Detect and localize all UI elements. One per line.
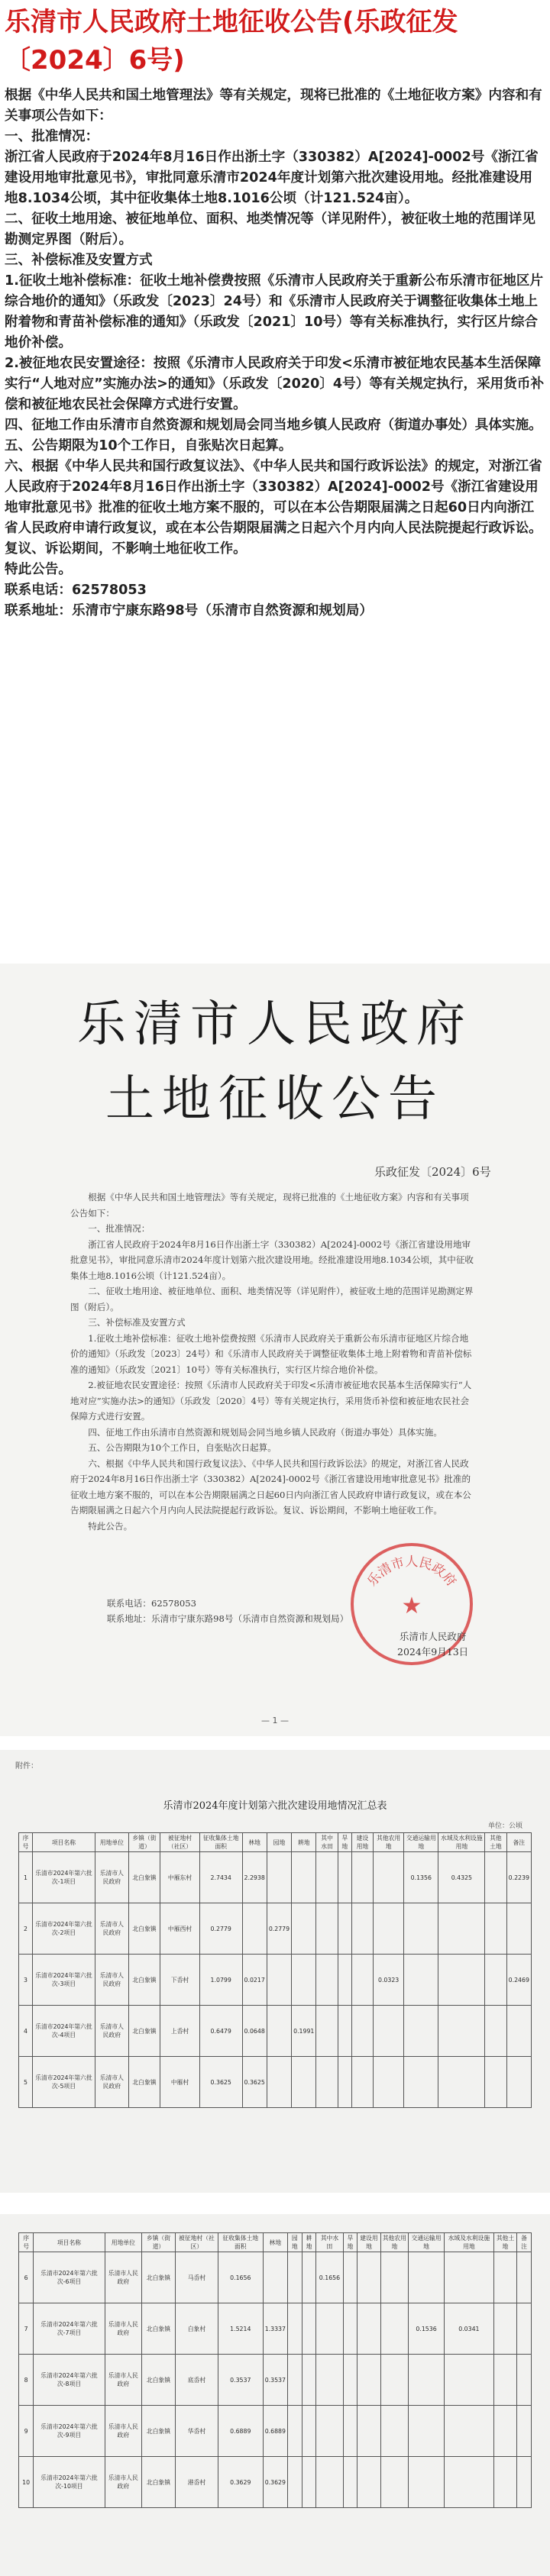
table-cell: 0.2239 bbox=[506, 1852, 531, 1903]
table-cell bbox=[493, 2252, 516, 2303]
table-row bbox=[19, 2355, 532, 2406]
table-header-cell: 乡镇（街道） bbox=[141, 2233, 175, 2252]
table-header-cell: 其中水田 bbox=[316, 2233, 343, 2252]
table-header-cell: 序号 bbox=[19, 2233, 34, 2252]
table-cell: 乐清市2024年第六批次-6项目 bbox=[34, 2252, 105, 2303]
land-table-part-2 bbox=[18, 2232, 532, 2508]
table-row bbox=[19, 2303, 532, 2355]
table-cell: 0.6889 bbox=[263, 2406, 287, 2457]
table-row bbox=[19, 2057, 532, 2108]
table-cell: 0.1656 bbox=[316, 2252, 343, 2303]
table-cell: 0.1991 bbox=[292, 2006, 316, 2057]
table-cell: 0.3629 bbox=[263, 2457, 287, 2508]
table-cell bbox=[351, 1852, 373, 1903]
table-cell bbox=[267, 2057, 291, 2108]
table-header-cell: 园地 bbox=[267, 1833, 291, 1852]
table-header-cell: 其他土地 bbox=[485, 1833, 506, 1852]
table-cell bbox=[351, 2006, 373, 2057]
table-cell bbox=[358, 2252, 380, 2303]
table-header-cell: 水域及水利设施用地 bbox=[445, 2233, 494, 2252]
table-cell: 0.3629 bbox=[218, 2457, 263, 2508]
table-header-cell: 征收集体土地面积 bbox=[199, 1833, 242, 1852]
table-cell: 2.7434 bbox=[199, 1852, 242, 1903]
table-header-cell: 其他农用地 bbox=[374, 1833, 404, 1852]
table-cell: 0.2779 bbox=[267, 1903, 291, 1955]
table-cell: 北白象镇 bbox=[128, 2057, 160, 2108]
table-cell bbox=[517, 2406, 532, 2457]
table-cell bbox=[263, 2252, 287, 2303]
table-cell bbox=[287, 2252, 302, 2303]
table-cell bbox=[485, 1955, 506, 2006]
table-header-cell: 备注 bbox=[517, 2233, 532, 2252]
scan-signature bbox=[397, 1629, 468, 1660]
scanned-notice-image bbox=[0, 964, 550, 1736]
table-cell bbox=[343, 2457, 358, 2508]
table-cell bbox=[445, 2457, 494, 2508]
table-cell bbox=[351, 2057, 373, 2108]
table-cell bbox=[316, 2457, 343, 2508]
table-cell: 乐清市人民政府 bbox=[95, 2057, 128, 2108]
table-cell: 1.5214 bbox=[218, 2303, 263, 2355]
table-cell: 乐清市2024年第六批次-7项目 bbox=[34, 2303, 105, 2355]
table-cell: 华岙村 bbox=[175, 2406, 218, 2457]
scan-closing: 特此公告。 bbox=[88, 1520, 133, 1532]
table-cell: 1.0799 bbox=[199, 1955, 242, 2006]
table-row bbox=[19, 1852, 532, 1903]
table-header-cell: 林地 bbox=[242, 1833, 267, 1852]
contact-address: 联系地址：乐清市宁康东路98号（乐清市自然资源和规划局） bbox=[5, 603, 373, 618]
scan-s2: 二、征收土地用途、被征地单位、面积、地类情况等（详见附件），被征收土地的范围详见勘测定界图（附后）。 bbox=[70, 1286, 474, 1312]
scan-s3-heading: 三、补偿标准及安置方式 bbox=[88, 1317, 186, 1328]
table-cell: 港岙村 bbox=[175, 2457, 218, 2508]
scan-s6: 六、根据《中华人民共和国行政复议法》、《中华人民共和国行政诉讼法》的规定，对浙江省人民政府于2024年8月16日作出浙土字（330382）A[2024]-0002号《浙江省建设用地审批意见书》批准的征收土地方案不服的，可以在本公告期限届满之日起60日内向浙江省人民政府申请行政复议，或在本公告期限届满之日起六个月内向人民法院提起行政诉讼。复议、诉讼期间，不影响土地征收工作。 bbox=[70, 1457, 471, 1516]
table-cell: 北白象镇 bbox=[141, 2457, 175, 2508]
table-header-cell: 水域及水利设施用地 bbox=[438, 1833, 485, 1852]
table-cell bbox=[380, 2355, 408, 2406]
table-cell bbox=[316, 2355, 343, 2406]
table-cell: 中雁东村 bbox=[160, 1852, 200, 1903]
table-cell bbox=[316, 1852, 338, 1903]
table-row bbox=[19, 1903, 532, 1955]
table-cell bbox=[242, 1903, 267, 1955]
svg-text:乐清市人民政府 bbox=[364, 1554, 458, 1590]
table-cell bbox=[485, 2006, 506, 2057]
table-cell bbox=[409, 2355, 445, 2406]
scan-s1: 浙江省人民政府于2024年8月16日作出浙土字（330382）A[2024]-0002号《浙江省建设用地审批意见书》，审批同意乐清市2024年度计划第六批次建设用地。经批准建设用地8.1034公顷，其中征收集体土地8.1016公顷（计121.524亩）。 bbox=[70, 1238, 474, 1281]
table-cell bbox=[302, 2252, 316, 2303]
table-cell bbox=[358, 2457, 380, 2508]
table-cell bbox=[374, 2006, 404, 2057]
table-cell bbox=[404, 2006, 438, 2057]
table-cell: 9 bbox=[19, 2406, 34, 2457]
scan-gov-heading: 乐清市人民政府 bbox=[77, 996, 473, 1053]
table-header-cell: 其他土地 bbox=[493, 2233, 516, 2252]
table-header-cell: 被征地村（社区） bbox=[175, 2233, 218, 2252]
table-cell: 10 bbox=[19, 2457, 34, 2508]
table-header-cell: 旱地 bbox=[343, 2233, 358, 2252]
contact-phone: 联系电话：62578053 bbox=[5, 583, 147, 598]
table-cell: 0.4325 bbox=[438, 1852, 485, 1903]
table-cell bbox=[493, 2457, 516, 2508]
table-header-cell: 其中水田 bbox=[316, 1833, 338, 1852]
table-cell: 0.3537 bbox=[263, 2355, 287, 2406]
table-cell bbox=[404, 1903, 438, 1955]
table-cell bbox=[287, 2457, 302, 2508]
table-cell bbox=[316, 1955, 338, 2006]
table-cell: 8 bbox=[19, 2355, 34, 2406]
table-cell: 北白象镇 bbox=[141, 2355, 175, 2406]
table-cell: 乐清市人民政府 bbox=[105, 2457, 141, 2508]
table-cell bbox=[287, 2355, 302, 2406]
table-cell: 上岙村 bbox=[160, 2006, 200, 2057]
table-cell bbox=[316, 2057, 338, 2108]
table-cell: 2 bbox=[19, 1903, 33, 1955]
closing-text: 特此公告。 bbox=[5, 562, 72, 577]
seal-text: 乐清市人民政府 bbox=[364, 1554, 459, 1590]
table-cell bbox=[292, 2057, 316, 2108]
table-header-cell: 被征地村（社区） bbox=[160, 1833, 200, 1852]
table-cell bbox=[517, 2355, 532, 2406]
section-1-body: 浙江省人民政府于2024年8月16日作出浙土字（330382）A[2024]-0002号《浙江省建设用地审批意见书》，审批同意乐清市2024年度计划第六批次建设用地。经批准建设用地8.1034公顷，其中征收集体土地8.1016公顷（计121.524亩）。 bbox=[5, 150, 539, 206]
scan-doc-number: 乐政征发〔2024〕6号 bbox=[374, 1165, 491, 1179]
table-header-cell: 用地单位 bbox=[95, 1833, 128, 1852]
attachment-title: 乐清市2024年度计划第六批次建设用地情况汇总表 bbox=[163, 1800, 387, 1812]
scan-lead: 根据《中华人民共和国土地管理法》等有关规定，现将已批准的《土地征收方案》内容和有关事项公告如下： bbox=[70, 1192, 469, 1219]
table-cell bbox=[493, 2303, 516, 2355]
table-cell bbox=[517, 2252, 532, 2303]
table-cell: 乐清市人民政府 bbox=[95, 1903, 128, 1955]
scan-s5: 五、公告期限为10个工作日，自张贴次日起算。 bbox=[88, 1442, 277, 1453]
table-header-cell: 乡镇（街道） bbox=[128, 1833, 160, 1852]
table-cell bbox=[343, 2252, 358, 2303]
table-cell bbox=[338, 2006, 351, 2057]
table-cell bbox=[267, 1852, 291, 1903]
table-cell bbox=[302, 2355, 316, 2406]
table-cell: 6 bbox=[19, 2252, 34, 2303]
table-cell: 0.0217 bbox=[242, 1955, 267, 2006]
table-cell: 0.6889 bbox=[218, 2406, 263, 2457]
table-cell bbox=[409, 2457, 445, 2508]
table-cell: 乐清市2024年第六批次-5项目 bbox=[32, 2057, 95, 2108]
scan-contact bbox=[107, 1596, 348, 1626]
table-cell: 乐清市人民政府 bbox=[95, 1955, 128, 2006]
table-cell bbox=[404, 1955, 438, 2006]
table-cell: 0.6479 bbox=[199, 2006, 242, 2057]
table-cell bbox=[358, 2406, 380, 2457]
table-cell: 乐清市2024年第六批次-9项目 bbox=[34, 2406, 105, 2457]
table-cell: 0.3625 bbox=[242, 2057, 267, 2108]
table-cell: 乐清市2024年第六批次-3项目 bbox=[32, 1955, 95, 2006]
notice-article bbox=[5, 86, 545, 621]
table-cell bbox=[438, 1955, 485, 2006]
table-cell bbox=[485, 1903, 506, 1955]
table-row bbox=[19, 2457, 532, 2508]
table-cell bbox=[438, 2057, 485, 2108]
table-cell: 0.2469 bbox=[506, 1955, 531, 2006]
section-1-heading: 一、批准情况： bbox=[5, 129, 99, 144]
intro-paragraph: 根据《中华人民共和国土地管理法》等有关规定，现将已批准的《土地征收方案》内容和有关事项公告如下： bbox=[5, 88, 542, 124]
table-cell bbox=[409, 2252, 445, 2303]
table-cell: 0.1536 bbox=[409, 2303, 445, 2355]
table-cell: 4 bbox=[19, 2006, 33, 2057]
table-cell: 0.3537 bbox=[218, 2355, 263, 2406]
table-header-cell: 旱地 bbox=[338, 1833, 351, 1852]
table-cell: 乐清市2024年第六批次-1项目 bbox=[32, 1852, 95, 1903]
table-header-cell: 耕地 bbox=[292, 1833, 316, 1852]
table-cell: 乐清市人民政府 bbox=[105, 2406, 141, 2457]
table-cell bbox=[485, 2057, 506, 2108]
section-2: 二、征收土地用途、被征地单位、面积、地类情况等（详见附件），被征收土地的范围详见勘测定界图（附后）。 bbox=[5, 211, 535, 247]
table-cell: 0.2779 bbox=[199, 1903, 242, 1955]
table-cell bbox=[358, 2355, 380, 2406]
table-cell: 中雁西村 bbox=[160, 1903, 200, 1955]
table-cell bbox=[380, 2303, 408, 2355]
table-cell bbox=[438, 1903, 485, 1955]
section-5: 五、公告期限为10个工作日，自张贴次日起算。 bbox=[5, 438, 293, 454]
scan-s1-heading: 一、批准情况： bbox=[88, 1223, 150, 1234]
table-cell bbox=[445, 2252, 494, 2303]
table-cell bbox=[409, 2406, 445, 2457]
table-cell bbox=[338, 1955, 351, 2006]
table-header-cell: 建设用地 bbox=[358, 2233, 380, 2252]
table-cell: 0.1356 bbox=[404, 1852, 438, 1903]
table-cell bbox=[445, 2406, 494, 2457]
scan-s4: 四、征地工作由乐清市自然资源和规划局会同当地乡镇人民政府（街道办事处）具体实施。 bbox=[88, 1426, 442, 1438]
table-header-cell: 项目名称 bbox=[32, 1833, 95, 1852]
table-cell bbox=[438, 2006, 485, 2057]
table-cell bbox=[287, 2303, 302, 2355]
table-cell: 0.0648 bbox=[242, 2006, 267, 2057]
table-cell bbox=[338, 1903, 351, 1955]
table-cell bbox=[316, 2006, 338, 2057]
table-cell bbox=[343, 2406, 358, 2457]
scan-notice-heading: 土地征收公告 bbox=[105, 1071, 445, 1128]
table-cell bbox=[338, 2057, 351, 2108]
section-3-compensation: 1.征收土地补偿标准：征收土地补偿费按照《乐清市人民政府关于重新公布乐清市征地区片综合地价的通知》（乐政发〔2023〕24号）和《乐清市人民政府关于调整征收集体土地上附着物和青苗补偿标准的通知》（乐政发〔2021〕10号）等有关标准执行，实行区片综合地价补偿。 bbox=[5, 273, 544, 350]
table-row bbox=[19, 2252, 532, 2303]
table-cell: 5 bbox=[19, 2057, 33, 2108]
table-cell bbox=[351, 1903, 373, 1955]
table-cell bbox=[292, 1852, 316, 1903]
table-cell bbox=[506, 2006, 531, 2057]
attachment-page-1 bbox=[0, 1750, 550, 2193]
table-cell: 乐清市2024年第六批次-4项目 bbox=[32, 2006, 95, 2057]
table-cell bbox=[374, 1903, 404, 1955]
table-cell bbox=[343, 2303, 358, 2355]
scan-phone: 联系电话：62578053 bbox=[107, 1598, 196, 1609]
table-cell bbox=[302, 2406, 316, 2457]
table-cell bbox=[517, 2457, 532, 2508]
table-cell: 乐清市人民政府 bbox=[105, 2252, 141, 2303]
table-cell: 7 bbox=[19, 2303, 34, 2355]
scan-body bbox=[70, 1190, 475, 1534]
table-cell bbox=[506, 1903, 531, 1955]
table-cell bbox=[517, 2303, 532, 2355]
table-row bbox=[19, 1955, 532, 2006]
section-3-resettlement: 2.被征地农民安置途径：按照《乐清市人民政府关于印发<乐清市被征地农民基本生活保障实行“人地对应”实施办法>的通知》（乐政发〔2020〕4号）等有关规定执行，采用货币补偿和被征地农民社会保障方式进行安置。 bbox=[5, 356, 545, 412]
table-cell: 0.1656 bbox=[218, 2252, 263, 2303]
table-header-cell: 用地单位 bbox=[105, 2233, 141, 2252]
table-header-cell: 交通运输用地 bbox=[409, 2233, 445, 2252]
table-cell bbox=[267, 2006, 291, 2057]
table-cell: 1.3337 bbox=[263, 2303, 287, 2355]
table-cell bbox=[267, 1955, 291, 2006]
table-cell bbox=[445, 2355, 494, 2406]
table-cell bbox=[485, 1852, 506, 1903]
table-cell: 3 bbox=[19, 1955, 33, 2006]
table-cell bbox=[316, 1903, 338, 1955]
table-cell: 乐清市人民政府 bbox=[105, 2303, 141, 2355]
attachment-label: 附件： bbox=[15, 1762, 38, 1771]
table-cell bbox=[380, 2457, 408, 2508]
table-cell bbox=[292, 1903, 316, 1955]
table-cell: 乐清市人民政府 bbox=[105, 2355, 141, 2406]
table-cell: 下岙村 bbox=[160, 1955, 200, 2006]
table-cell bbox=[404, 2057, 438, 2108]
table-cell: 北白象镇 bbox=[128, 1852, 160, 1903]
scan-s3b: 2.被征地农民安置途径：按照《乐清市人民政府关于印发<乐清市被征地农民基本生活保障实行“人地对应”实施办法>的通知》（乐政发〔2020〕4号）等有关规定执行，采用货币补偿和被征地农民社会保障方式进行安置。 bbox=[70, 1380, 472, 1422]
table-header-cell: 交通运输用地 bbox=[404, 1833, 438, 1852]
table-cell: 0.3625 bbox=[199, 2057, 242, 2108]
notice-title: 乐清市人民政府土地征收公告(乐政征发〔2024〕6号) bbox=[5, 7, 458, 76]
table-cell bbox=[316, 2303, 343, 2355]
table-cell: 北白象镇 bbox=[128, 1955, 160, 2006]
table-header-cell: 征收集体土地面积 bbox=[218, 2233, 263, 2252]
table-cell bbox=[302, 2303, 316, 2355]
table-cell bbox=[374, 2057, 404, 2108]
table-header-cell: 备注 bbox=[506, 1833, 531, 1852]
table-cell: 北白象镇 bbox=[128, 1903, 160, 1955]
table-cell: 中雁村 bbox=[160, 2057, 200, 2108]
table-cell bbox=[358, 2303, 380, 2355]
table-header-cell: 建设用地 bbox=[351, 1833, 373, 1852]
table-cell: 乐清市2024年第六批次-2项目 bbox=[32, 1903, 95, 1955]
table-cell: 北白象镇 bbox=[141, 2303, 175, 2355]
table-cell bbox=[338, 1852, 351, 1903]
scan-sign-org: 乐清市人民政府 bbox=[399, 1631, 467, 1642]
table-cell: 1 bbox=[19, 1852, 33, 1903]
table-cell: 北白象镇 bbox=[141, 2252, 175, 2303]
scan-page-number: — 1 — bbox=[261, 1716, 289, 1725]
table-cell: 乐清市2024年第六批次-10项目 bbox=[34, 2457, 105, 2508]
land-table-part-1 bbox=[18, 1832, 532, 2108]
scan-address: 联系地址：乐清市宁康东路98号（乐清市自然资源和规划局） bbox=[107, 1613, 349, 1624]
table-cell: 0.0323 bbox=[374, 1955, 404, 2006]
table-cell: 乐清市人民政府 bbox=[95, 1852, 128, 1903]
section-6: 六、根据《中华人民共和国行政复议法》、《中华人民共和国行政诉讼法》的规定，对浙江省人民政府于2024年8月16日作出浙土字（330382）A[2024]-0002号《浙江省建设用地审批意见书》批准的征收土地方案不服的，可以在本公告期限届满之日起60日内向浙江省人民政府申请行政复议，或在本公告期限届满之日起六个月内向人民法院提起行政诉讼。复议、诉讼期间，不影响土地征收工作。 bbox=[5, 459, 542, 557]
attachment-page-2 bbox=[0, 2214, 550, 2576]
scan-s3a: 1.征收土地补偿标准：征收土地补偿费按照《乐清市人民政府关于重新公布乐清市征地区片综合地价的通知》（乐政发〔2023〕24号）和《乐清市人民政府关于调整征收集体土地上附着物和青苗补偿标准的通知》（乐政发〔2021〕10号）等有关标准执行，实行区片综合地价补偿。 bbox=[70, 1332, 472, 1375]
table-cell bbox=[302, 2457, 316, 2508]
table-cell bbox=[374, 1852, 404, 1903]
table-cell: 北白象镇 bbox=[128, 2006, 160, 2057]
table-cell: 2.2938 bbox=[242, 1852, 267, 1903]
table-cell: 底岙村 bbox=[175, 2355, 218, 2406]
table-header-cell: 序号 bbox=[19, 1833, 33, 1852]
table-header-cell: 耕地 bbox=[302, 2233, 316, 2252]
table-row bbox=[19, 2406, 532, 2457]
table-cell: 乐清市2024年第六批次-8项目 bbox=[34, 2355, 105, 2406]
table-cell bbox=[506, 2057, 531, 2108]
table-cell: 乐清市人民政府 bbox=[95, 2006, 128, 2057]
table-header-cell: 其他农用地 bbox=[380, 2233, 408, 2252]
section-4: 四、征地工作由乐清市自然资源和规划局会同当地乡镇人民政府（街道办事处）具体实施。 bbox=[5, 418, 542, 433]
table-cell bbox=[493, 2406, 516, 2457]
table-cell bbox=[343, 2355, 358, 2406]
table-cell: 马岙村 bbox=[175, 2252, 218, 2303]
section-3-heading: 三、补偿标准及安置方式 bbox=[5, 253, 153, 268]
table-cell: 白象村 bbox=[175, 2303, 218, 2355]
table-header-cell: 项目名称 bbox=[34, 2233, 105, 2252]
svg-text:★: ★ bbox=[401, 1593, 422, 1619]
attachment-unit: 单位：公顷 bbox=[487, 1822, 522, 1830]
table-header-cell: 园地 bbox=[287, 2233, 302, 2252]
table-cell: 0.0341 bbox=[445, 2303, 494, 2355]
table-cell bbox=[380, 2252, 408, 2303]
table-row bbox=[19, 2006, 532, 2057]
table-cell bbox=[493, 2355, 516, 2406]
table-header-cell: 林地 bbox=[263, 2233, 287, 2252]
table-cell bbox=[287, 2406, 302, 2457]
table-cell bbox=[380, 2406, 408, 2457]
table-cell: 北白象镇 bbox=[141, 2406, 175, 2457]
table-cell bbox=[351, 1955, 373, 2006]
scan-sign-date: 2024年9月13日 bbox=[397, 1646, 469, 1658]
table-cell bbox=[292, 1955, 316, 2006]
table-cell bbox=[316, 2406, 343, 2457]
